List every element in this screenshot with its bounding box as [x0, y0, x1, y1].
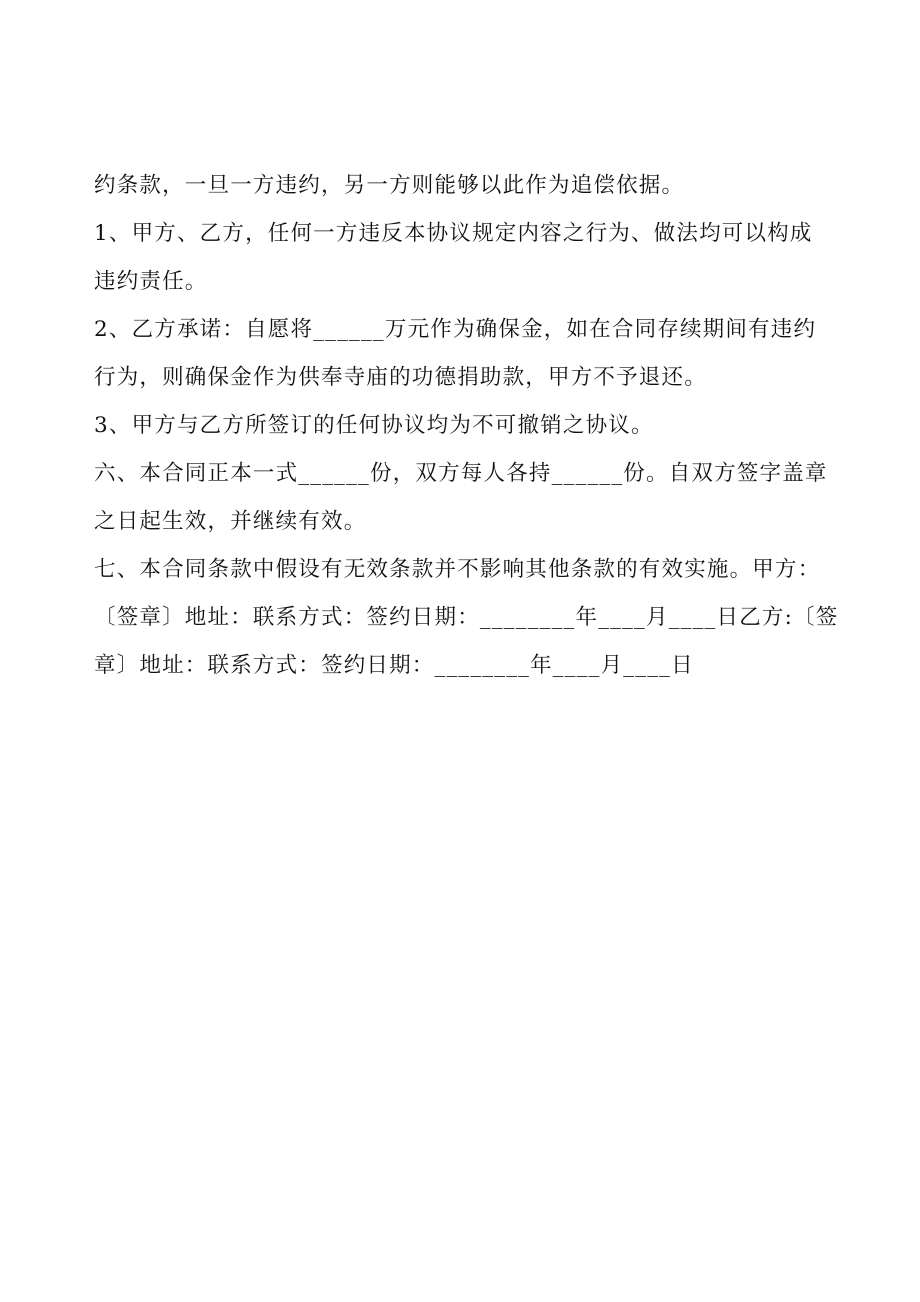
signature-line-party-b: 章〕地址：联系方式：签约日期：________年____月____日	[94, 653, 694, 678]
paragraph-line: 约条款，一旦一方违约，另一方则能够以此作为追偿依据。	[94, 173, 685, 198]
clause-1-line: 1、甲方、乙方，任何一方违反本协议规定内容之行为、做法均可以构成	[94, 221, 813, 246]
clause-2-line-continued: 行为，则确保金作为供奉寺庙的功德捐助款，甲方不予退还。	[94, 365, 707, 390]
clause-1-line-continued: 违约责任。	[94, 269, 208, 294]
clause-3-line: 3、甲方与乙方所签订的任何协议均为不可撤销之协议。	[94, 413, 654, 438]
signature-line-party-a: 〔签章〕地址：联系方式：签约日期：________年____月____日乙方:〔签	[94, 605, 839, 630]
contract-body	[94, 162, 839, 690]
section-7-line: 七、本合同条款中假设有无效条款并不影响其他条款的有效实施。甲方：	[94, 557, 821, 582]
clause-2-line: 2、乙方承诺：自愿将______万元作为确保金，如在合同存续期间有违约	[94, 317, 817, 342]
section-6-line-continued: 之日起生效，并继续有效。	[94, 509, 367, 534]
section-6-line: 六、本合同正本一式______份，双方每人各持______份。自双方签字盖章	[94, 461, 828, 486]
